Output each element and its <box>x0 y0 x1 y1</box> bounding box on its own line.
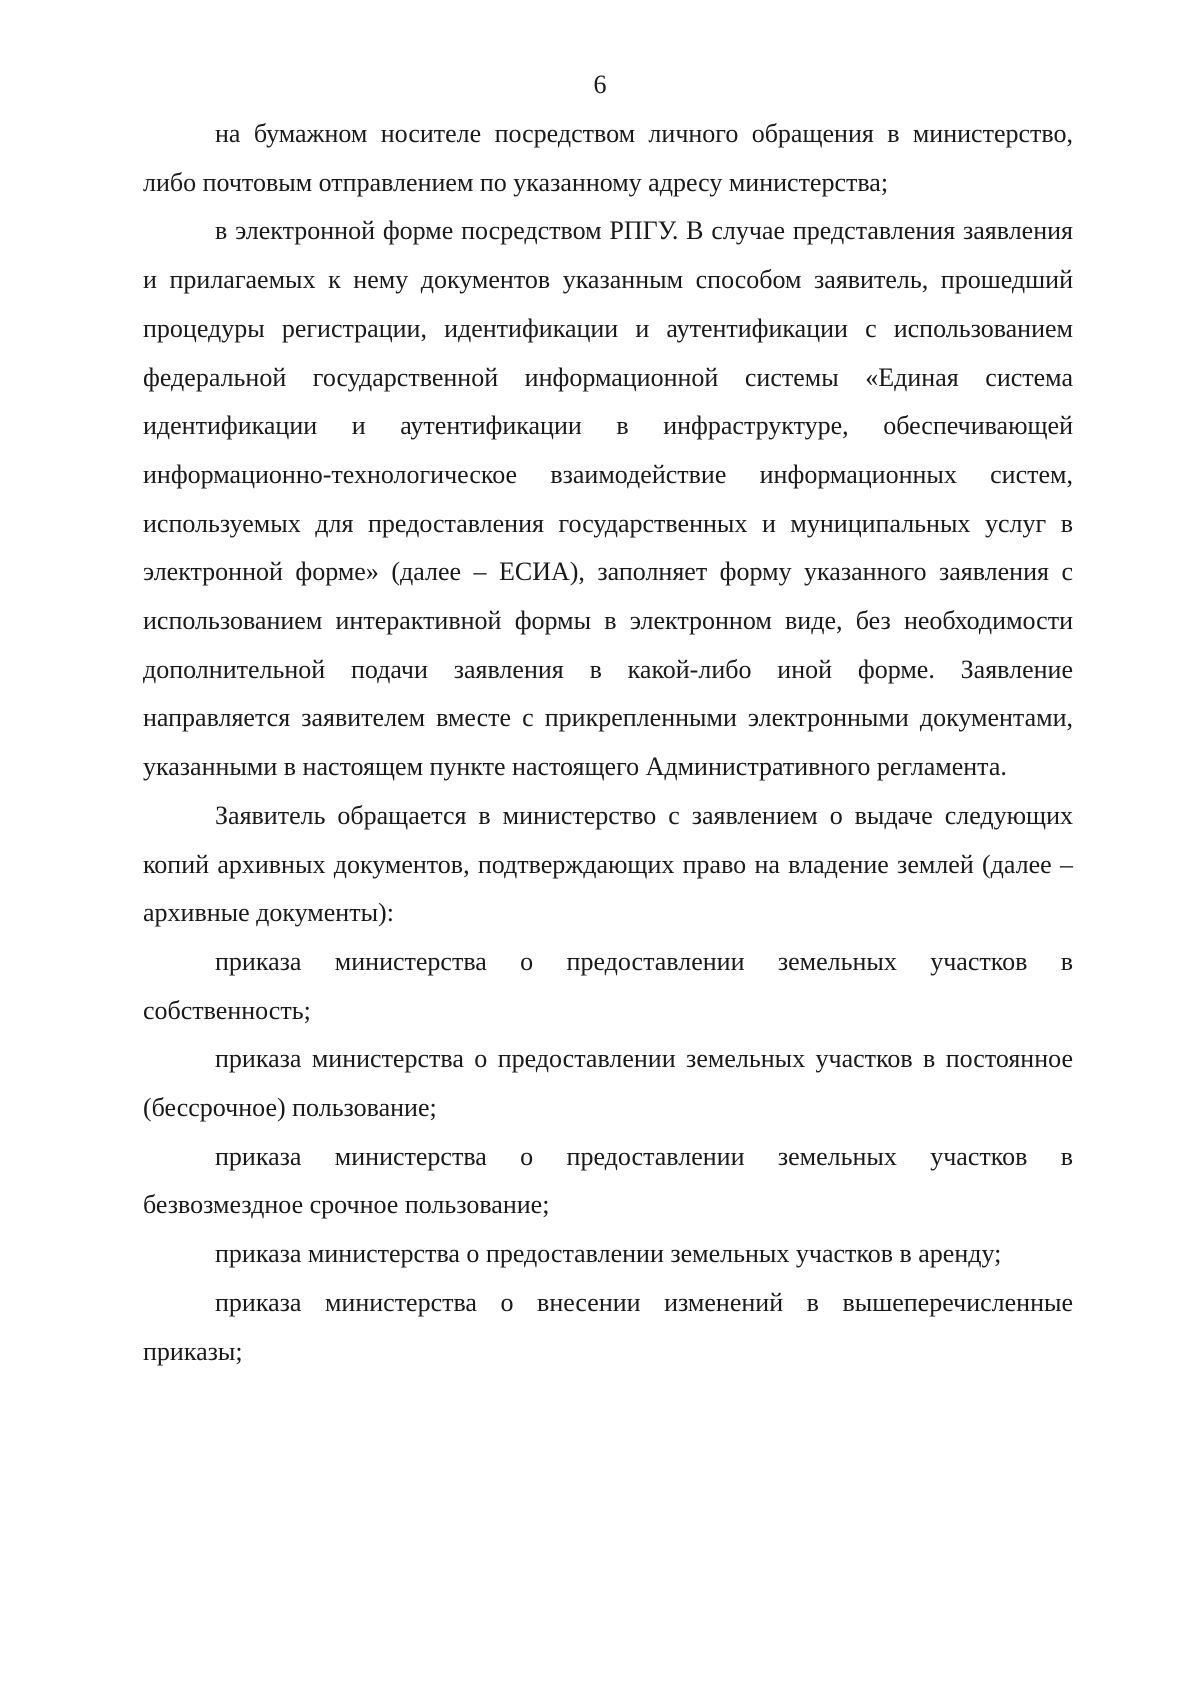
paragraph-electronic-submission: в электронной форме посредством РПГУ. В случае представления заявления и прилагаемых к нему документов указанным способом заявитель, прошедший процедуры регистрации, идентификации и аутентификации с использованием федеральной государственной информационной системы «Единая система идентификации и аутентификации в инфраструктуре, обеспечивающей информационно-технологическое взаимодействие информационных систем, используемых для предоставления государственных и муниципальных услуг в электронной форме» (далее – ЕСИА), заполняет форму указанного заявления с использованием интерактивной формы в электронном виде, без необходимости дополнительной подачи заявления в какой-либо иной форме. Заявление направляется заявителем вместе с прикрепленными электронными документами, указанными в настоящем пункте настоящего Административного регламента. <box>143 216 1073 782</box>
list-item-lease: приказа министерства о предоставлении земельных участков в аренду; <box>215 1239 1002 1269</box>
body-text <box>143 110 1073 1376</box>
list-item-free-term-use: приказа министерства о предоставлении земельных участков в безвозмездное срочное пользование; <box>143 1141 1073 1220</box>
list-item-amendments: приказа министерства о внесении изменений в вышеперечисленные приказы; <box>143 1287 1073 1366</box>
paragraph-applicant-request: Заявитель обращается в министерство с заявлением о выдаче следующих копий архивных документов, подтверждающих право на владение землей (далее – архивные документы): <box>143 800 1073 928</box>
list-item-ownership: приказа министерства о предоставлении земельных участков в собственность; <box>143 946 1073 1025</box>
paragraph-paper-submission: на бумажном носителе посредством личного обращения в министерство, либо почтовым отправлением по указанному адресу министерства; <box>143 119 1073 197</box>
list-item-permanent-use: приказа министерства о предоставлении земельных участков в постоянное (бессрочное) пользование; <box>143 1044 1073 1123</box>
page-number: 6 <box>593 70 607 99</box>
